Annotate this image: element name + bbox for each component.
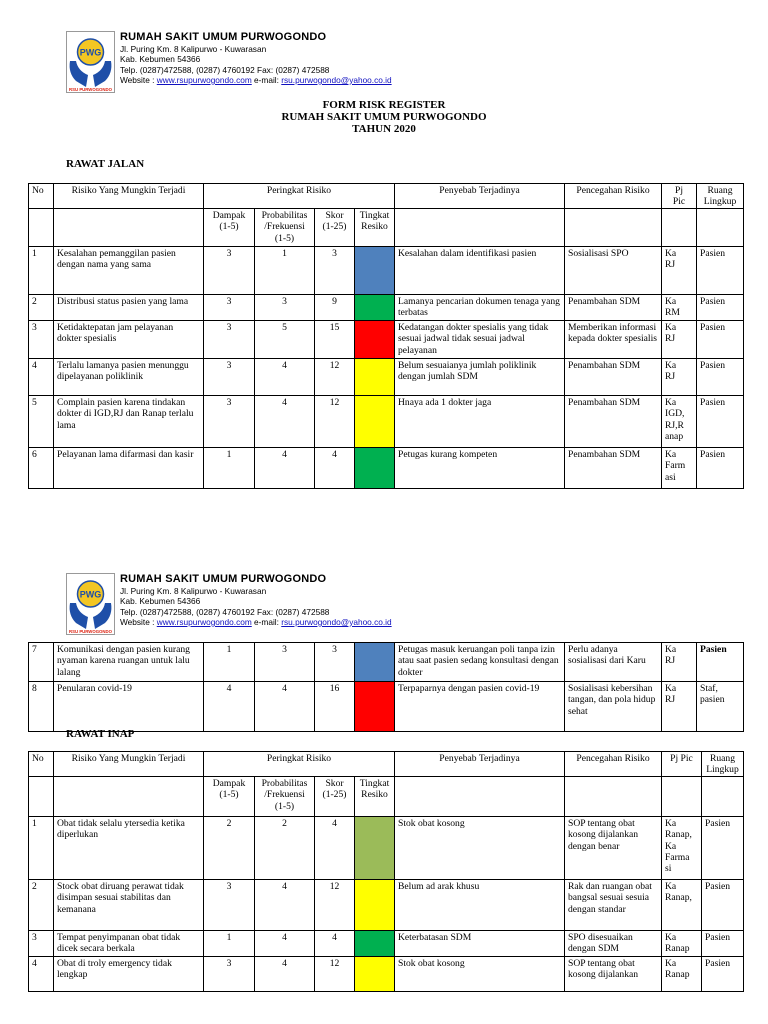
row-skor: 16 (315, 682, 355, 732)
contact-line (120, 75, 392, 85)
letterhead (66, 573, 706, 635)
row-penyebab: Petugas masuk keruangan poli tanpa izin atau saat pasien sedang konsultasi dengan dokter (395, 643, 565, 682)
header-ruang: Ruang Lingkup (702, 752, 744, 777)
table-body (29, 752, 744, 992)
header-tingkat: Tingkat Resiko (355, 777, 395, 817)
row-probabilitas: 4 (255, 359, 315, 396)
row-dampak: 1 (204, 643, 255, 682)
row-risiko: Penularan covid-19 (54, 682, 204, 732)
row-skor: 4 (315, 448, 355, 489)
row-risiko: Distribusi status pasien yang lama (54, 295, 204, 321)
row-pic: Ka RJ (662, 643, 697, 682)
header-probabilitas: Probabilitas /Frekuensi (1-5) (255, 209, 315, 247)
table-row (29, 931, 744, 957)
risk-level-cell (355, 682, 395, 732)
row-probabilitas: 4 (255, 931, 315, 957)
table-row (29, 321, 744, 359)
row-pencegahan: Penambahan SDM (565, 359, 662, 396)
row-no: 3 (29, 321, 54, 359)
website-link[interactable]: www.rsupurwogondo.com (156, 74, 252, 85)
row-risiko: Kesalahan pemanggilan pasien dengan nama yang sama (54, 247, 204, 295)
row-no: 3 (29, 931, 54, 957)
row-penyebab: Belum sesuaianya jumlah poliklinik dengan jumlah SDM (395, 359, 565, 396)
row-ruang: Pasien (702, 817, 744, 880)
risk-level-cell (355, 321, 395, 359)
header-risiko: Risiko Yang Mungkin Terjadi (54, 184, 204, 209)
header-blank (662, 209, 697, 247)
row-pencegahan: Penambahan SDM (565, 448, 662, 489)
row-risiko: Stock obat diruang perawat tidak disimpan sesuai stabilitas dan kemanana (54, 880, 204, 931)
table-row (29, 247, 744, 295)
address-line: Kab. Kebumen 54366 (120, 54, 201, 65)
risk-table-rawat-inap (28, 751, 744, 992)
section-heading-rawat-jalan: RAWAT JALAN (66, 158, 145, 170)
table-row (29, 957, 744, 992)
row-dampak: 3 (204, 359, 255, 396)
row-probabilitas: 4 (255, 880, 315, 931)
header-blank (702, 777, 744, 817)
row-pic: Ka Farm asi (662, 448, 697, 489)
row-ruang: Pasien (697, 359, 744, 396)
row-dampak: 2 (204, 817, 255, 880)
table-row (29, 643, 744, 682)
row-skor: 3 (315, 643, 355, 682)
header-tingkat: Tingkat Resiko (355, 209, 395, 247)
row-penyebab: Belum ad arak khusu (395, 880, 565, 931)
row-skor: 12 (315, 957, 355, 992)
header-pencegahan: Pencegahan Risiko (565, 184, 662, 209)
row-penyebab: Stok obat kosong (395, 957, 565, 992)
row-probabilitas: 4 (255, 448, 315, 489)
row-ruang: Pasien (697, 643, 744, 682)
row-ruang: Staf, pasien (697, 682, 744, 732)
row-ruang: Pasien (697, 295, 744, 321)
row-pencegahan: SOP tentang obat kosong dijalankan (565, 957, 662, 992)
form-year: TAHUN 2020 (352, 123, 416, 135)
row-no: 7 (29, 643, 54, 682)
row-probabilitas: 5 (255, 321, 315, 359)
row-dampak: 3 (204, 880, 255, 931)
row-risiko: Obat tidak selalu ytersedia ketika diperlukan (54, 817, 204, 880)
row-penyebab: Stok obat kosong (395, 817, 565, 880)
row-penyebab: Keterbatasan SDM (395, 931, 565, 957)
row-pencegahan: Rak dan ruangan obat bangsal sesuai sesuia dengan standar (565, 880, 662, 931)
row-risiko: Obat di troly emergency tidak lengkap (54, 957, 204, 992)
svg-text:PWG: PWG (79, 589, 102, 600)
risk-level-cell (355, 448, 395, 489)
svg-text:RSU PURWOGONDO: RSU PURWOGONDO (69, 87, 112, 92)
row-risiko: Komunikasi dengan pasien kurang nyaman karena ruangan untuk lalu lalang (54, 643, 204, 682)
row-dampak: 3 (204, 396, 255, 448)
row-no: 2 (29, 880, 54, 931)
contact-line (120, 617, 392, 627)
row-penyebab: Petugas kurang kompeten (395, 448, 565, 489)
row-pic: Ka RJ (662, 359, 697, 396)
header-penyebab: Penyebab Terjadinya (395, 184, 565, 209)
row-skor: 12 (315, 880, 355, 931)
hospital-logo-icon (66, 31, 115, 93)
row-pencegahan: Sosialisasi SPO (565, 247, 662, 295)
address-line: Jl. Puring Km. 8 Kalipurwo - Kuwarasan (120, 44, 267, 54)
row-probabilitas: 1 (255, 247, 315, 295)
header-peringkat: Peringkat Risiko (204, 752, 395, 777)
header-penyebab: Penyebab Terjadinya (395, 752, 565, 777)
row-dampak: 4 (204, 682, 255, 732)
header-dampak: Dampak (1-5) (204, 777, 255, 817)
row-pencegahan: SPO disesuaikan dengan SDM (565, 931, 662, 957)
email-link[interactable]: rsu.purwogondo@yahoo.co.id (281, 616, 392, 627)
risk-level-cell (355, 643, 395, 682)
risk-level-cell (355, 247, 395, 295)
row-pic: Ka Ranap, Ka Farma si (662, 817, 702, 880)
header-blank (697, 209, 744, 247)
table-row (29, 880, 744, 931)
row-ruang: Pasien (702, 957, 744, 992)
table-row (29, 448, 744, 489)
row-penyebab: Lamanya pencarian dokumen tenaga yang terbatas (395, 295, 565, 321)
row-pencegahan: Sosialisasi kebersihan tangan, dan pola hidup sehat (565, 682, 662, 732)
risk-level-cell (355, 295, 395, 321)
row-dampak: 1 (204, 448, 255, 489)
header-peringkat: Peringkat Risiko (204, 184, 395, 209)
row-pencegahan: Memberikan informasi kepada dokter spesialis (565, 321, 662, 359)
row-penyebab: Hnaya ada 1 dokter jaga (395, 396, 565, 448)
row-risiko: Tempat penyimpanan obat tidak dicek secara berkala (54, 931, 204, 957)
row-no: 4 (29, 957, 54, 992)
row-pic: Ka RJ (662, 682, 697, 732)
row-probabilitas: 2 (255, 817, 315, 880)
row-pic: Ka RJ (662, 247, 697, 295)
row-pic: Ka Ranap (662, 931, 702, 957)
row-skor: 9 (315, 295, 355, 321)
hospital-name: RUMAH SAKIT UMUM PURWOGONDO (120, 573, 327, 585)
section-heading-rawat-inap: RAWAT INAP (66, 728, 135, 740)
row-probabilitas: 4 (255, 682, 315, 732)
row-pencegahan: SOP tentang obat kosong dijalankan dengan benar (565, 817, 662, 880)
header-blank (395, 209, 565, 247)
phone-line: Telp. (0287)472588, (0287) 4760192 Fax: (0287) 472588 (120, 606, 330, 617)
risk-level-cell (355, 396, 395, 448)
row-skor: 12 (315, 396, 355, 448)
header-pic: Pj Pic (662, 184, 697, 209)
hospital-logo-icon (66, 573, 115, 635)
svg-text:RSU PURWOGONDO: RSU PURWOGONDO (69, 629, 112, 634)
header-blank (54, 209, 204, 247)
row-dampak: 3 (204, 957, 255, 992)
row-pencegahan: Perlu adanya sosialisasi dari Karu (565, 643, 662, 682)
row-pic: Ka Ranap (662, 957, 702, 992)
email-label: e-mail: (251, 74, 282, 85)
header-blank (565, 777, 662, 817)
row-probabilitas: 3 (255, 643, 315, 682)
header-pic: Pj Pic (662, 752, 702, 777)
row-no: 6 (29, 448, 54, 489)
row-probabilitas: 3 (255, 295, 315, 321)
risk-level-cell (355, 359, 395, 396)
table-body (29, 184, 744, 489)
header-blank (565, 209, 662, 247)
form-subtitle: RUMAH SAKIT UMUM PURWOGONDO (281, 111, 487, 123)
risk-level-cell (355, 957, 395, 992)
letterhead (66, 31, 706, 93)
risk-level-cell (355, 817, 395, 880)
header-skor: Skor (1-25) (315, 209, 355, 247)
table-body (29, 643, 744, 732)
row-pic: Ka Ranap, (662, 880, 702, 931)
table-row (29, 682, 744, 732)
row-dampak: 1 (204, 931, 255, 957)
email-link[interactable]: rsu.purwogondo@yahoo.co.id (281, 74, 392, 85)
header-blank (29, 209, 54, 247)
header-skor: Skor (1-25) (315, 777, 355, 817)
row-risiko: Complain pasien karena tindakan dokter di IGD,RJ dan Ranap terlalu lama (54, 396, 204, 448)
row-no: 2 (29, 295, 54, 321)
website-link[interactable]: www.rsupurwogondo.com (156, 616, 252, 627)
form-title: FORM RISK REGISTER (322, 99, 446, 111)
table-row (29, 359, 744, 396)
row-ruang: Pasien (702, 931, 744, 957)
risk-level-cell (355, 880, 395, 931)
header-probabilitas: Probabilitas /Frekuensi (1-5) (255, 777, 315, 817)
risk-level-cell (355, 931, 395, 957)
row-risiko: Pelayanan lama difarmasi dan kasir (54, 448, 204, 489)
address-line: Jl. Puring Km. 8 Kalipurwo - Kuwarasan (120, 586, 267, 596)
row-dampak: 3 (204, 321, 255, 359)
phone-line: Telp. (0287)472588, (0287) 4760192 Fax: (0287) 472588 (120, 64, 330, 75)
row-pencegahan: Penambahan SDM (565, 295, 662, 321)
row-skor: 15 (315, 321, 355, 359)
address-line: Kab. Kebumen 54366 (120, 596, 201, 607)
row-no: 4 (29, 359, 54, 396)
row-risiko: Ketidaktepatan jam pelayanan dokter spesialis (54, 321, 204, 359)
header-dampak: Dampak (1-5) (204, 209, 255, 247)
row-pencegahan: Penambahan SDM (565, 396, 662, 448)
row-probabilitas: 4 (255, 396, 315, 448)
website-label: Website : (120, 74, 157, 85)
hospital-name: RUMAH SAKIT UMUM PURWOGONDO (120, 31, 327, 43)
header-risiko: Risiko Yang Mungkin Terjadi (54, 752, 204, 777)
header-no: No (29, 184, 54, 209)
header-blank (29, 777, 54, 817)
header-no: No (29, 752, 54, 777)
table-row (29, 817, 744, 880)
header-blank (662, 777, 702, 817)
row-no: 5 (29, 396, 54, 448)
row-ruang: Pasien (702, 880, 744, 931)
row-pic: Ka IGD, RJ,R anap (662, 396, 697, 448)
row-probabilitas: 4 (255, 957, 315, 992)
row-dampak: 3 (204, 247, 255, 295)
row-no: 8 (29, 682, 54, 732)
row-no: 1 (29, 247, 54, 295)
row-no: 1 (29, 817, 54, 880)
row-penyebab: Kesalahan dalam identifikasi pasien (395, 247, 565, 295)
row-pic: Ka RJ (662, 321, 697, 359)
header-blank (395, 777, 565, 817)
header-ruang: Ruang Lingkup (697, 184, 744, 209)
row-dampak: 3 (204, 295, 255, 321)
row-ruang: Pasien (697, 321, 744, 359)
row-ruang: Pasien (697, 448, 744, 489)
table-row (29, 396, 744, 448)
row-penyebab: Terpaparnya dengan pasien covid-19 (395, 682, 565, 732)
risk-table-rawat-jalan-continued (28, 642, 744, 732)
table-row (29, 295, 744, 321)
row-skor: 12 (315, 359, 355, 396)
row-ruang: Pasien (697, 247, 744, 295)
row-risiko: Terlalu lamanya pasien menunggu dipelayanan poliklinik (54, 359, 204, 396)
row-skor: 3 (315, 247, 355, 295)
row-skor: 4 (315, 817, 355, 880)
website-label: Website : (120, 616, 157, 627)
row-pic: Ka RM (662, 295, 697, 321)
row-penyebab: Kedatangan dokter spesialis yang tidak sesuai jadwal tidak sesuai jadwal pelayanan (395, 321, 565, 359)
row-ruang: Pasien (697, 396, 744, 448)
svg-text:PWG: PWG (79, 47, 102, 58)
header-blank (54, 777, 204, 817)
header-pencegahan: Pencegahan Risiko (565, 752, 662, 777)
email-label: e-mail: (251, 616, 282, 627)
row-skor: 4 (315, 931, 355, 957)
risk-table-rawat-jalan (28, 183, 744, 489)
